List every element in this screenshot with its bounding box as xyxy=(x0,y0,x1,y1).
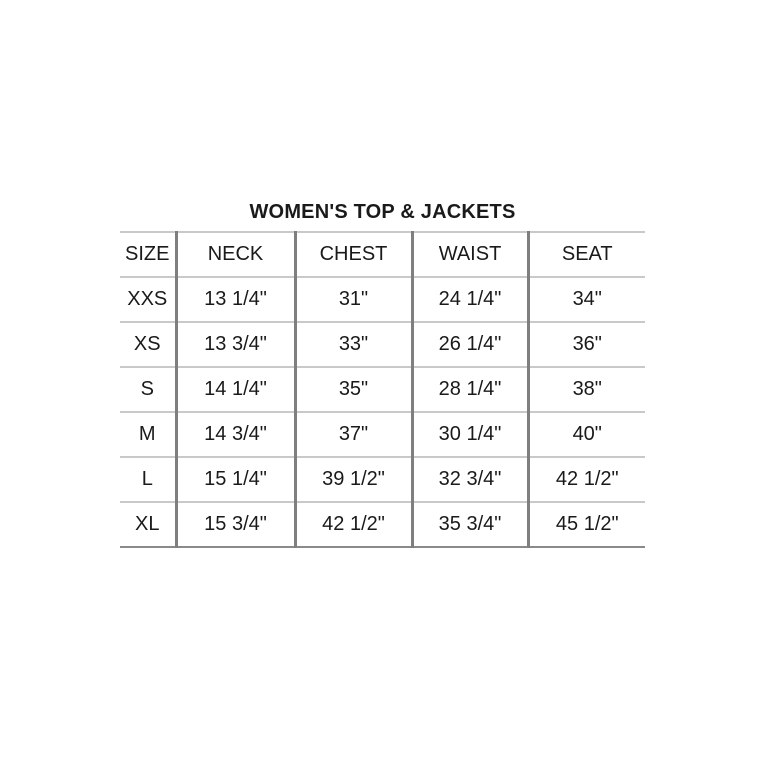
size-label: L xyxy=(120,457,176,502)
table-cell: 13 3/4" xyxy=(176,322,295,367)
size-label: M xyxy=(120,412,176,457)
table-row-l xyxy=(120,457,645,502)
size-label: XS xyxy=(120,322,176,367)
table-cell: 14 1/4" xyxy=(176,367,295,412)
table-row-xxs xyxy=(120,277,645,322)
table-cell: 35" xyxy=(295,367,412,412)
size-label: S xyxy=(120,367,176,412)
table-cell: 28 1/4" xyxy=(412,367,528,412)
table-row-xl xyxy=(120,502,645,547)
table-cell: 35 3/4" xyxy=(412,502,528,547)
table-cell: 13 1/4" xyxy=(176,277,295,322)
table-cell: 42 1/2" xyxy=(528,457,645,502)
table-cell: 34" xyxy=(528,277,645,322)
size-label: XXS xyxy=(120,277,176,322)
table-cell: 24 1/4" xyxy=(412,277,528,322)
table-cell: 39 1/2" xyxy=(295,457,412,502)
table-cell: 30 1/4" xyxy=(412,412,528,457)
table-row-s xyxy=(120,367,645,412)
column-header-size: SIZE xyxy=(120,232,176,277)
column-header-seat: SEAT xyxy=(528,232,645,277)
table-cell: 42 1/2" xyxy=(295,502,412,547)
header-row xyxy=(120,232,645,277)
table-row-xs xyxy=(120,322,645,367)
table-header xyxy=(120,232,645,277)
table-cell: 40" xyxy=(528,412,645,457)
table-row-m xyxy=(120,412,645,457)
column-header-neck: NECK xyxy=(176,232,295,277)
column-header-chest: CHEST xyxy=(295,232,412,277)
table-cell: 14 3/4" xyxy=(176,412,295,457)
table-cell: 32 3/4" xyxy=(412,457,528,502)
table-cell: 45 1/2" xyxy=(528,502,645,547)
size-chart xyxy=(120,200,645,548)
table-cell: 37" xyxy=(295,412,412,457)
table-cell: 33" xyxy=(295,322,412,367)
table-cell: 15 1/4" xyxy=(176,457,295,502)
table-cell: 31" xyxy=(295,277,412,322)
table-body xyxy=(120,277,645,547)
size-chart-table xyxy=(120,231,645,548)
column-header-waist: WAIST xyxy=(412,232,528,277)
table-cell: 38" xyxy=(528,367,645,412)
size-label: XL xyxy=(120,502,176,547)
table-cell: 26 1/4" xyxy=(412,322,528,367)
table-cell: 36" xyxy=(528,322,645,367)
table-cell: 15 3/4" xyxy=(176,502,295,547)
chart-title: WOMEN'S TOP & JACKETS xyxy=(249,201,516,223)
